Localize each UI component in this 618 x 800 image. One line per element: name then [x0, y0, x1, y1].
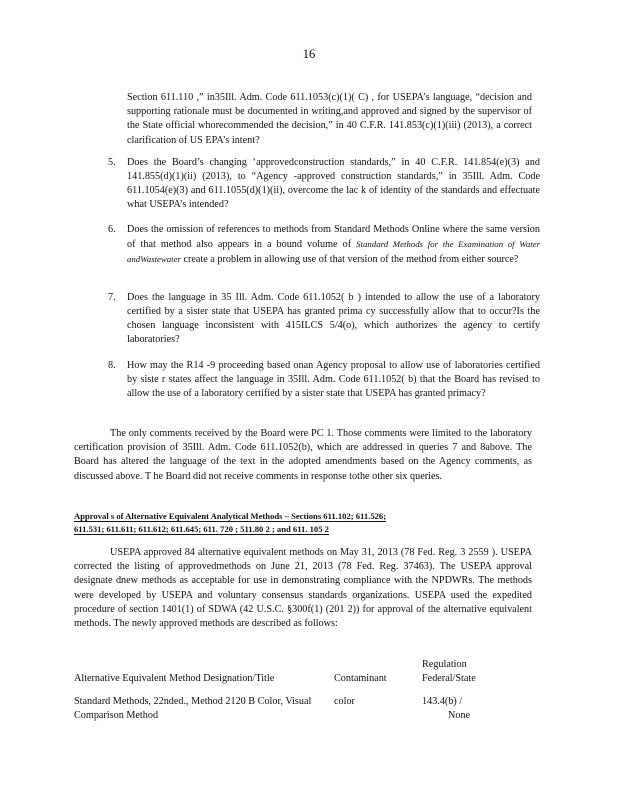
question-item: [108, 156, 540, 212]
question-text-before: Does the omission of references to methods from Standard Methods Online where the same version of that method also appears in a bound volume of: [127, 224, 540, 250]
header-contaminant: Contaminant: [334, 673, 387, 684]
question-number: 6.: [108, 224, 116, 235]
question-text-after: create a problem in allowing use of that version of the method from either source?: [183, 254, 519, 265]
question-number: 7.: [108, 292, 116, 303]
book-title-italic: Standard Methods for the Examination of Water andWastewater: [127, 239, 540, 264]
table-row: [74, 686, 532, 723]
usepa-paragraph: USEPA approved 84 alternative equivalent methods on May 31, 2013 (78 Fed. Reg. 3 2559 ). USEPA corrected the listing of approvedmethods on June 21, 2013 (78 Fed. Reg. 37463). The USEPA approval designate dnew methods as acceptable for use in demonstrating compliance with the NPDWRs. The methods were developed by USEPA and voluntary consensus standards organizations. USEPA used the expedited procedure of section 1401(1) of SDWA (42 U.S.C. §300f(1) (201 2)) for approval of the alternative equivalent methods. The newly approved methods are described as follows:: [74, 547, 532, 630]
header-regulation-line2: Federal/State: [422, 673, 476, 684]
question-number: 5.: [108, 157, 116, 168]
page-number: 16: [302, 47, 316, 61]
section-heading: [74, 510, 522, 536]
cell-federal: 143.4(b) /: [422, 696, 463, 707]
header-method: Alternative Equivalent Method Designation/Title: [74, 673, 275, 684]
question-number: 8.: [108, 360, 116, 371]
section-heading-line2: 611.531; 611.611; 611.612; 611.645; 611. 720 ; 511.80 2 ; and 611. 105 2: [74, 524, 329, 534]
question-text: Does the language in 35 Ill. Adm. Code 611.1052( b ) intended to allow the use of a laboratory certified by a sister state that USEPA has granted prima cy successfully allow that to occur?Is the chosen language inconsistent with 415ILCS 5/4(o), which authorizes the agency to certify laboratories?: [127, 292, 540, 345]
comments-paragraph: The only comments received by the Board were PC 1. Those comments were limited to the laboratory certification provision of 35Ill. Adm. Code 611.1052(b), which are addressed in queries 7 and 8above. The Board has altered the language of the text in the adopted amendments based on the Agency comments, as discussed above. T he Board did not receive comments in response tothe other six queries.: [74, 428, 532, 482]
cell-method: Standard Methods, 22nded., Method 2120 B Color, Visual Comparison Method: [74, 696, 312, 721]
question-text: [127, 223, 540, 267]
question-text: How may the R14 -9 proceeding based onan Agency proposal to allow use of laboratories certified by siste r states affect the language in 35Ill. Adm. Code 611.1052( b) that the Board has revised to allow the use of a laboratory certified by a sister state that USEPA has granted primacy?: [127, 360, 540, 399]
cell-regulation: [422, 686, 532, 723]
table-header-row: [74, 658, 532, 686]
header-regulation-line1: Regulation: [422, 659, 467, 670]
question-item: [108, 223, 540, 267]
question-item: [108, 359, 540, 401]
methods-table: [74, 658, 532, 723]
question-text: Does the Board’s changing ‘approvedconstruction standards,” in 40 C.F.R. 141.854(e)(3) and 141.855(d)(1)(ii) (2013), to “Agency -approved construction standards,” in 35Ill. Adm. Code 611.1054(e)(3) and 611.1055(d)(1)(ii), overcome the lac k of identity of the standards and effectuate what USEPA’s intended?: [127, 157, 540, 210]
continuation-paragraph: Section 611.110 ,” in35Ill. Adm. Code 611.1053(c)(1)( C) , for USEPA’s language, “decision and supporting rationale must be documented in writing,and approved and signed by the supervisor of the State official whorecommended the decision,” in 40 C.F.R. 141.853(c)(1)(iii) (2013), a correct clarification of US EPA’s intent?: [127, 92, 532, 146]
header-regulation: [422, 658, 532, 686]
question-item: [108, 291, 540, 347]
cell-contaminant: color: [334, 696, 355, 707]
cell-state: None: [448, 710, 471, 721]
section-heading-line1: Approval s of Alternative Equivalent Analytical Methods – Sections 611.102; 611.526;: [74, 511, 387, 521]
